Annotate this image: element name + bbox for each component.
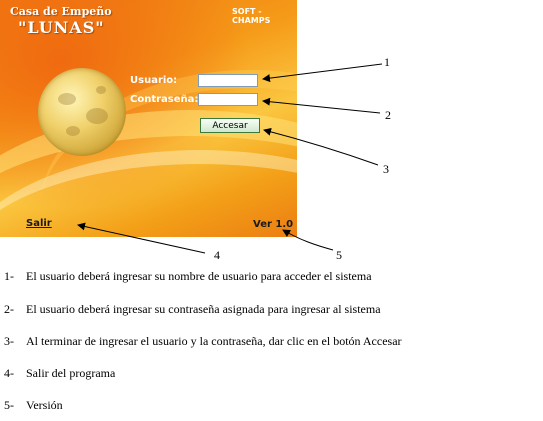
callout-arrow-4 <box>78 225 205 253</box>
legend-item: 3- Al terminar de ingresar el usuario y la contraseña, dar clic en el botón Accesar <box>4 334 402 348</box>
callout-arrow-5 <box>283 230 333 250</box>
accesar-button[interactable]: Accesar <box>200 118 260 133</box>
password-label: Contraseña: <box>130 94 199 105</box>
callout-number-4: 4 <box>214 248 220 262</box>
legend-item: 4- Salir del programa <box>4 366 116 380</box>
salir-link[interactable]: Salir <box>26 218 52 229</box>
app-title-line1: Casa de Empeño <box>10 5 112 18</box>
brand-label: SOFT - CHAMPS <box>232 7 271 25</box>
callout-number-3: 3 <box>383 162 389 176</box>
callout-arrow-1 <box>263 64 382 79</box>
callout-arrow-2 <box>263 101 380 113</box>
usuario-label: Usuario: <box>130 75 178 86</box>
version-label: Ver 1.0 <box>253 219 294 230</box>
callout-number-5: 5 <box>336 248 342 262</box>
callout-arrow-3 <box>264 130 378 165</box>
legend-item: 5- Versión <box>4 398 63 412</box>
callout-number-1: 1 <box>384 55 390 69</box>
app-title-line2: "LUNAS" <box>18 18 105 37</box>
callout-number-2: 2 <box>385 108 391 122</box>
legend-item: 1- El usuario deberá ingresar su nombre de usuario para acceder el sistema <box>4 269 372 283</box>
legend-item: 2- El usuario deberá ingresar su contraseña asignada para ingresar al sistema <box>4 302 381 316</box>
